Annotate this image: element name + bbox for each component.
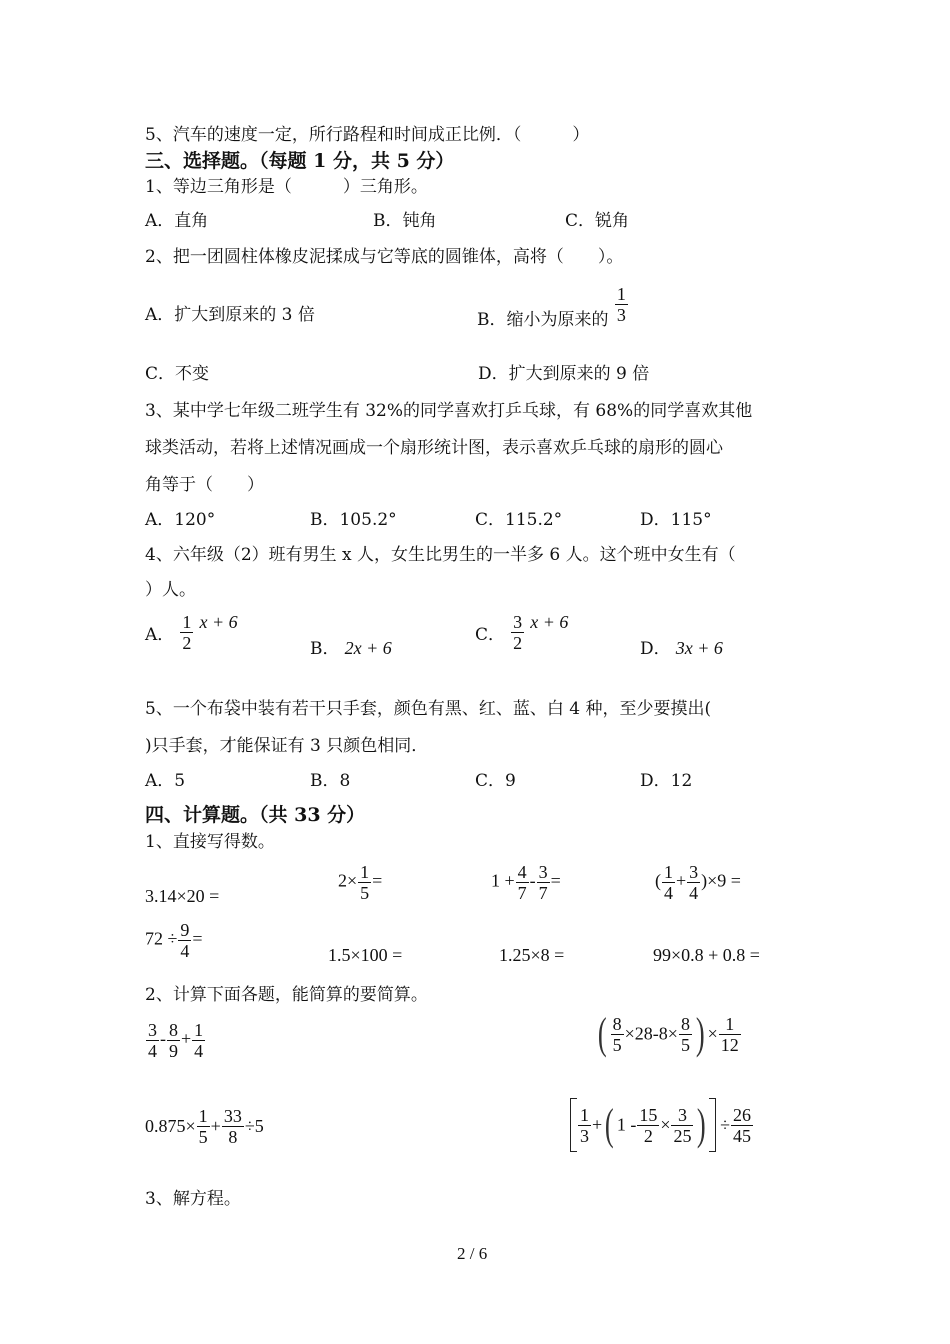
fraction: $\frac{1}{2}$ [182,612,192,653]
q3-option-a: A．120° [145,510,216,530]
calc-1-expr-8: 99×0.8 + 0.8 = [653,945,760,965]
q3-option-c: C．115.2° [475,510,563,530]
fraction: $\frac{3}{25}$ [673,1104,692,1146]
q5-line-1: 5、一个布袋中装有若干只手套，颜色有黑、红、蓝、白 4 种，至少要摸出( [145,699,712,719]
fraction: $\frac{8}{5}$ [612,1013,622,1055]
q2-option-b [477,284,629,330]
q3-option-b: B．105.2° [310,510,397,530]
calc-1-expr-1: 3.14×20 = [145,886,220,906]
q5-option-a: A．5 [145,771,186,791]
fraction: $\frac{3}{7}$ [538,862,548,903]
calc-1-text: 1、直接写得数。 [145,832,275,852]
calc-1-expr-2: 2× $\frac{1}{5}$ = [338,862,383,903]
q2-option-a: A．扩大到原来的 3 倍 [145,305,315,325]
q5-line-2: )只手套，才能保证有 3 只颜色相同． [145,736,429,756]
q5-option-d: D．12 [640,771,693,791]
left-paren: ( [597,1009,607,1058]
q1-option-c: C．锐角 [565,211,630,231]
fraction: $\frac{26}{45}$ [733,1104,752,1146]
fraction: $\frac{1}{12}$ [720,1013,739,1055]
q1-text: 1、等边三角形是（ ）三角形。 [145,177,428,197]
fraction: $\frac{1}{3}$ [580,1104,589,1146]
q1-option-a: A．直角 [145,211,209,231]
calc-2-problem-2: ( $\frac{8}{5}$ ×28-8× $\frac{8}{5}$ ) × $\frac{1}{12}$ [597,1009,739,1058]
fraction: $\frac{33}{8}$ [223,1106,242,1147]
q3-line-2: 球类活动，若将上述情况画成一个扇形统计图，表示喜欢乒乓球的扇形的圆心 [145,438,723,458]
calc-3-text: 3、解方程。 [145,1189,241,1209]
fraction: $\frac{1}{5}$ [360,862,370,903]
page-number: 2 / 6 [457,1244,488,1263]
fraction: $\frac{8}{9}$ [169,1020,178,1061]
q4-option-c: C． $\frac{3}{2}$ x + 6 [475,612,569,653]
q2-option-d: D．扩大到原来的 9 倍 [478,364,650,384]
fraction: $\frac{3}{2}$ [513,612,523,653]
q5-option-b: B．8 [310,771,351,791]
left-bracket [570,1098,577,1152]
q5-option-c: C．9 [475,771,516,791]
fraction: $\frac{9}{4}$ [180,920,190,961]
calc-1-expr-7: 1.25×8 = [499,945,565,965]
calc-1-expr-4: ( $\frac{1}{4}$ + $\frac{3}{4}$ )×9 = [655,862,741,903]
fraction: $\frac{3}{4}$ [689,862,699,903]
q3-line-3: 角等于（ ） [145,475,264,495]
q4-option-d: D． 3x + 6 [640,638,723,659]
fraction: $\frac{4}{7}$ [517,862,527,903]
left-paren: ( [605,1100,614,1149]
q4-option-a: A． $\frac{1}{2}$ x + 6 [145,612,238,653]
right-paren: ) [695,1009,705,1058]
section-4-title: 四、计算题。（共 33 分） [145,804,366,826]
q2-text: 2、把一团圆柱体橡皮泥揉成与它等底的圆锥体，高将（ ）。 [145,247,624,267]
fraction: $\frac{1}{4}$ [664,862,673,903]
q3-option-d: D．115° [640,510,712,530]
q2-option-b-label: B．缩小为原来的 [477,310,609,330]
fraction: $\frac{1}{4}$ [194,1020,204,1061]
calc-2-problem-1: $\frac{3}{4}$ - $\frac{8}{9}$ + $\frac{1}{4}$ [148,1020,204,1061]
q4-line-2: ）人。 [145,580,196,600]
calc-1-expr-5: 72 ÷ $\frac{9}{4}$ = [145,920,203,961]
judgment-item-5: 5、汽车的速度一定，所行路程和时间成正比例．（ ） [145,125,590,145]
q2-option-c: C．不变 [145,364,210,384]
q4-line-1: 4、六年级（2）班有男生 x 人，女生比男生的一半多 6 人。这个班中女生有（ [145,545,736,565]
calc-2-problem-3: 0.875× $\frac{1}{5}$ + $\frac{33}{8}$ ÷5 [145,1106,264,1147]
fraction: $\frac{8}{5}$ [680,1013,690,1055]
q1-option-b: B．钝角 [373,211,437,231]
q3-line-1: 3、某中学七年级二班学生有 32%的同学喜欢打乒乓球，有 68%的同学喜欢其他 [145,401,753,421]
fraction: $\frac{3}{4}$ [148,1020,157,1061]
right-bracket [709,1098,716,1152]
fraction: $\frac{1}{3}$ [616,284,626,325]
calc-2-text: 2、计算下面各题，能简算的要简算。 [145,985,428,1005]
right-paren: ) [697,1100,707,1149]
fraction: $\frac{15}{2}$ [639,1104,658,1146]
fraction: $\frac{1}{5}$ [198,1106,208,1147]
calc-2-problem-4: $\frac{1}{3}$ +( 1 - $\frac{15}{2}$ × $\frac{3}{25}$ ) ÷ $\frac{26}{45}$ [570,1098,754,1152]
calc-1-expr-6: 1.5×100 = [328,945,403,965]
section-3-title: 三、选择题。（每题 1 分，共 5 分） [145,150,455,172]
calc-1-expr-3: 1 + $\frac{4}{7}$ - $\frac{3}{7}$ = [491,862,561,903]
q4-option-b: B． 2x + 6 [310,638,392,659]
